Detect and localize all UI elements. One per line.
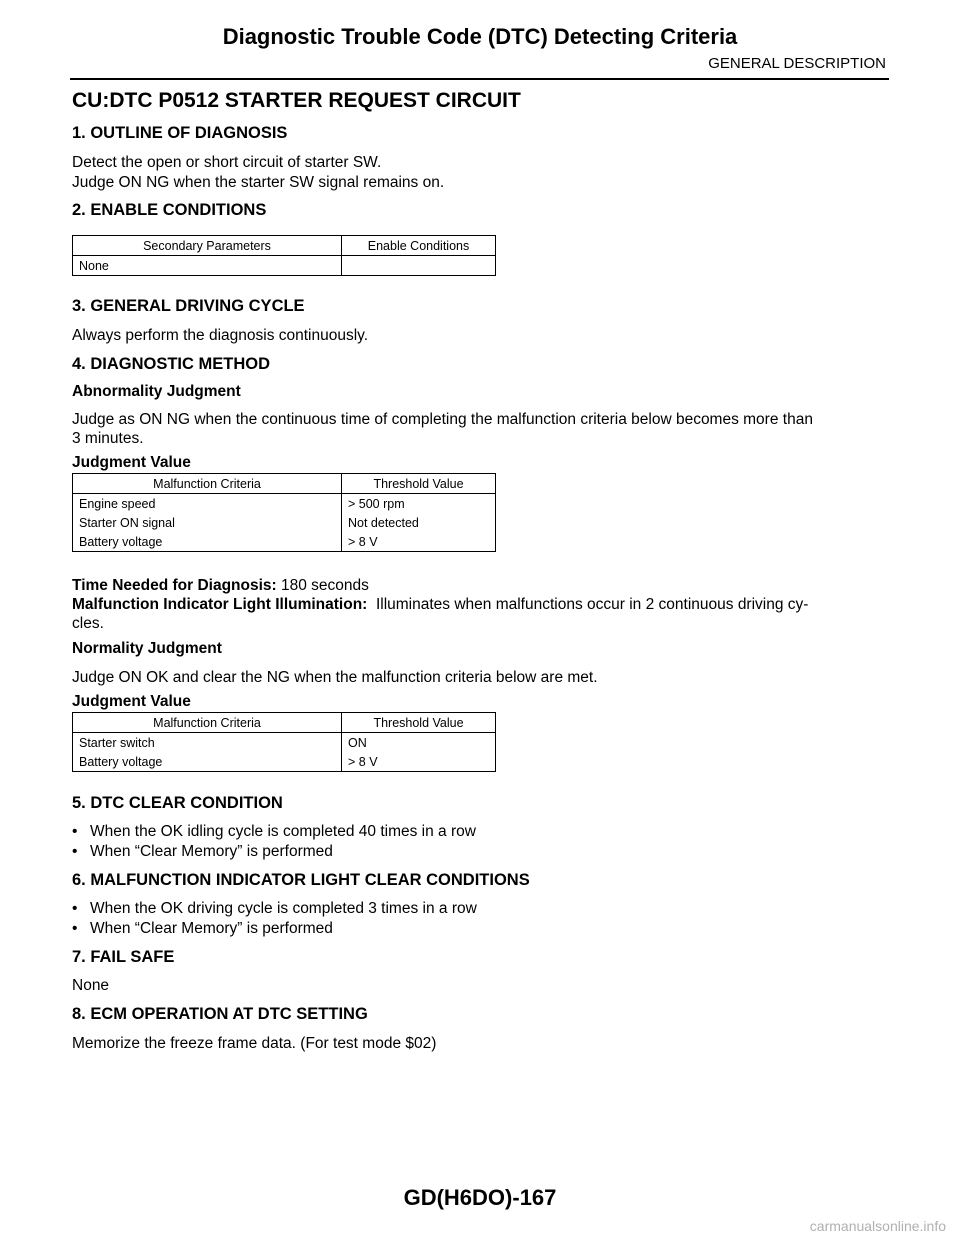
list-item-text: When “Clear Memory” is performed (90, 843, 333, 860)
mil-illumination-continued: cles. (72, 615, 104, 632)
column-header: Malfunction Criteria (73, 474, 342, 494)
table-cell: ON (348, 735, 367, 750)
table-cell: Engine speed (73, 494, 342, 514)
table-row (73, 733, 496, 753)
diagnostic-method-heading: 4. DIAGNOSTIC METHOD (72, 355, 271, 373)
outline-heading: 1. OUTLINE OF DIAGNOSIS (72, 124, 288, 142)
watermark: carmanualsonline.info (809, 1218, 946, 1234)
table-header-row (73, 713, 496, 733)
mil-clear-heading: 6. MALFUNCTION INDICATOR LIGHT CLEAR CONDITIONS (72, 871, 530, 889)
abnormality-criteria-table (72, 473, 496, 552)
outline-line-1: Detect the open or short circuit of starter SW. (72, 154, 382, 171)
column-header: Threshold Value (342, 474, 496, 494)
time-needed-value: 180 seconds (276, 577, 369, 594)
judgment-value-label: Judgment Value (72, 454, 191, 471)
header-divider (70, 78, 889, 80)
table-cell: > 8 V (348, 534, 378, 549)
abnormality-judgment-heading: Abnormality Judgment (72, 383, 241, 400)
list-item-text: When “Clear Memory” is performed (90, 920, 333, 937)
table-cell: Starter switch (73, 733, 342, 753)
normality-text: Judge ON OK and clear the NG when the malfunction criteria below are met. (72, 669, 598, 686)
table-cell: None (73, 256, 342, 276)
ecm-operation-heading: 8. ECM OPERATION AT DTC SETTING (72, 1005, 368, 1023)
list-item-text: When the OK idling cycle is completed 40 times in a row (90, 823, 476, 840)
dtc-heading: CU:DTC P0512 STARTER REQUEST CIRCUIT (72, 89, 521, 112)
list-item-text: When the OK driving cycle is completed 3 times in a row (90, 900, 477, 917)
table-cell: > 500 rpm (348, 496, 405, 511)
page-title: Diagnostic Trouble Code (DTC) Detecting Criteria (222, 24, 738, 49)
ecm-operation-text: Memorize the freeze frame data. (For test mode $02) (72, 1035, 437, 1052)
table-cell: > 8 V (348, 754, 378, 769)
section-label: GENERAL DESCRIPTION (708, 55, 886, 72)
table-cell: Battery voltage (73, 532, 342, 552)
enable-conditions-table (72, 235, 496, 276)
enable-conditions-heading: 2. ENABLE CONDITIONS (72, 201, 267, 219)
table-cell: Not detected (348, 515, 419, 530)
list-item: • When “Clear Memory” is performed (72, 920, 333, 937)
list-item: • When the OK idling cycle is completed 40 times in a row (72, 823, 476, 840)
abnormality-text-line-2: 3 minutes. (72, 430, 144, 447)
judgment-value-label: Judgment Value (72, 693, 191, 710)
dtc-clear-heading: 5. DTC CLEAR CONDITION (72, 794, 283, 812)
page-number: GD(H6DO)-167 (403, 1185, 557, 1210)
table-row (73, 532, 496, 552)
table-row (73, 513, 496, 532)
outline-line-2: Judge ON NG when the starter SW signal remains on. (72, 174, 445, 191)
table-cell: Battery voltage (73, 752, 342, 772)
mil-illumination-line (72, 595, 892, 615)
normality-judgment-heading: Normality Judgment (72, 640, 222, 657)
list-item: • When “Clear Memory” is performed (72, 843, 333, 860)
driving-cycle-text: Always perform the diagnosis continuously. (72, 327, 369, 344)
normality-criteria-table (72, 712, 496, 772)
column-header: Secondary Parameters (73, 236, 342, 256)
column-header: Threshold Value (342, 713, 496, 733)
fail-safe-heading: 7. FAIL SAFE (72, 948, 175, 966)
table-header-row (73, 474, 496, 494)
fail-safe-text: None (72, 977, 110, 994)
table-cell (342, 256, 496, 276)
table-row (73, 494, 496, 514)
abnormality-text-line-1: Judge as ON NG when the continuous time of completing the malfunction criteria below becomes more than (72, 411, 813, 428)
table-cell: Starter ON signal (73, 513, 342, 532)
column-header: Malfunction Criteria (73, 713, 342, 733)
table-header-row (73, 236, 496, 256)
driving-cycle-heading: 3. GENERAL DRIVING CYCLE (72, 297, 305, 315)
list-item: • When the OK driving cycle is completed 3 times in a row (72, 900, 477, 917)
time-needed-line (72, 576, 369, 596)
time-needed-label: Time Needed for Diagnosis: (72, 577, 277, 594)
table-row (73, 256, 496, 276)
mil-illumination-value: Illuminates when malfunctions occur in 2 continuous driving cy- (367, 596, 809, 613)
table-row (73, 752, 496, 772)
column-header: Enable Conditions (342, 236, 496, 256)
mil-illumination-label: Malfunction Indicator Light Illumination: (72, 596, 368, 613)
